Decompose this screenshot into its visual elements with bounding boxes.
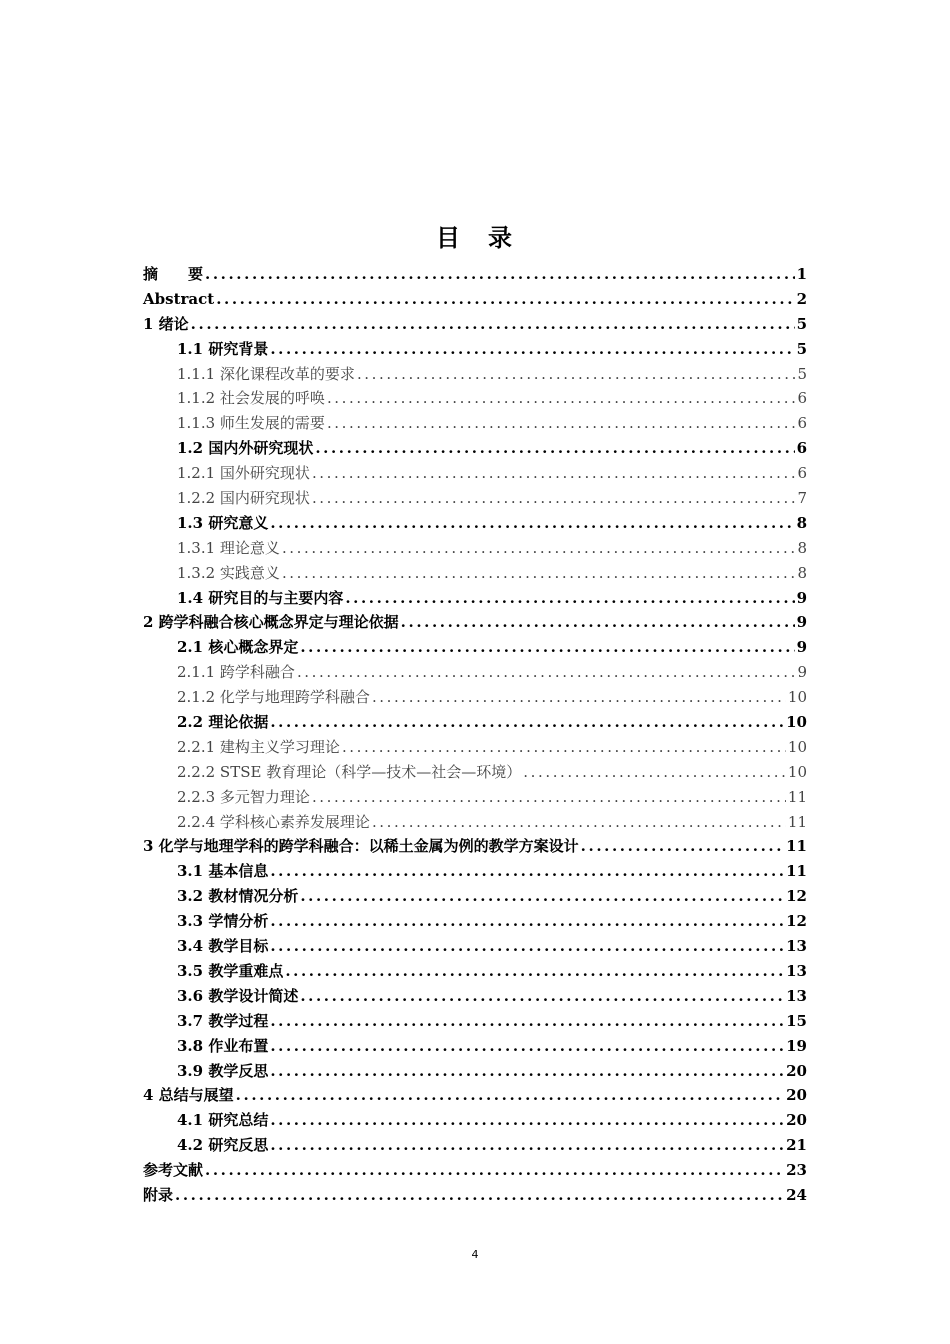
toc-entry-label: 摘 要 — [143, 265, 204, 283]
toc-entry[interactable] — [143, 511, 807, 536]
dot-leader — [327, 411, 796, 436]
toc-entry[interactable] — [143, 984, 807, 1009]
toc-entry-page: 24 — [786, 1185, 807, 1204]
dot-leader — [270, 934, 784, 959]
toc-entry-page: 10 — [787, 688, 807, 707]
toc-entry[interactable] — [143, 386, 807, 411]
toc-entry[interactable] — [143, 262, 807, 287]
dot-leader — [270, 1108, 784, 1133]
toc-entry[interactable] — [143, 610, 807, 635]
toc-entry-page: 10 — [787, 762, 807, 781]
toc-entry[interactable] — [143, 287, 807, 312]
toc-entry-label: 2.2 理论依据 — [177, 713, 269, 732]
toc-entry[interactable] — [143, 1034, 807, 1059]
toc-entry-label: 2.1.2 化学与地理跨学科融合 — [177, 688, 370, 707]
table-of-contents — [143, 262, 807, 1208]
toc-entry-label: 2.2.3 多元智力理论 — [177, 787, 310, 806]
toc-title: 目 录 — [436, 224, 514, 252]
dot-leader — [236, 1083, 784, 1108]
toc-entry-label: 2.2.4 学科核心素养发展理论 — [177, 812, 370, 831]
toc-entry-page: 13 — [786, 961, 807, 980]
dot-leader — [297, 660, 796, 685]
dot-leader — [300, 884, 784, 909]
toc-entry-page: 23 — [786, 1161, 807, 1180]
toc-entry[interactable] — [143, 810, 807, 835]
dot-leader — [205, 1158, 784, 1183]
dot-leader — [270, 710, 784, 735]
toc-entry-page: 15 — [786, 1011, 807, 1030]
toc-entry[interactable] — [143, 1183, 807, 1208]
toc-entry-page: 9 — [796, 588, 807, 607]
toc-entry-page: 11 — [786, 837, 807, 856]
dot-leader — [327, 386, 796, 411]
toc-entry-label: 2.2.2 STSE 教育理论（科学—技术—社会—环境） — [177, 762, 522, 781]
toc-entry-page: 19 — [786, 1036, 807, 1055]
toc-entry-label: 3.1 基本信息 — [177, 862, 269, 881]
dot-leader — [372, 810, 786, 835]
toc-entry-label: 1.2.1 国外研究现状 — [177, 464, 310, 483]
toc-entry-label: 1.1.3 师生发展的需要 — [177, 414, 325, 433]
dot-leader — [312, 486, 796, 511]
toc-entry-page: 21 — [786, 1136, 807, 1155]
toc-entry-label: 3.8 作业布置 — [177, 1036, 269, 1055]
toc-entry[interactable] — [143, 561, 807, 586]
dot-leader — [342, 735, 786, 760]
dot-leader — [300, 635, 794, 660]
dot-leader — [282, 536, 796, 561]
toc-entry[interactable] — [143, 959, 807, 984]
toc-entry-label: 1 绪论 — [143, 314, 189, 333]
toc-entry-label: 1.4 研究目的与主要内容 — [177, 588, 344, 607]
toc-entry-page: 13 — [786, 937, 807, 956]
toc-entry[interactable] — [143, 1009, 807, 1034]
dot-leader — [345, 586, 794, 611]
dot-leader — [191, 312, 795, 337]
toc-entry-page: 6 — [797, 464, 807, 483]
toc-entry-label: 3.2 教材情况分析 — [177, 887, 299, 906]
toc-entry-page: 1 — [796, 265, 807, 283]
toc-entry-page: 5 — [796, 314, 807, 333]
dot-leader — [270, 1133, 784, 1158]
toc-entry-page: 11 — [787, 787, 807, 806]
toc-entry-page: 8 — [796, 513, 807, 532]
toc-entry-page: 9 — [796, 613, 807, 632]
dot-leader — [300, 984, 784, 1009]
toc-entry-label: 3.5 教学重难点 — [177, 961, 284, 980]
toc-entry-page: 20 — [786, 1086, 807, 1105]
toc-entry[interactable] — [143, 1158, 807, 1183]
dot-leader — [581, 834, 784, 859]
toc-entry[interactable] — [143, 635, 807, 660]
toc-entry-label: 4 总结与展望 — [143, 1086, 234, 1105]
toc-entry-page: 6 — [797, 389, 807, 408]
toc-entry-page: 13 — [786, 986, 807, 1005]
toc-entry[interactable] — [143, 337, 807, 362]
toc-entry[interactable] — [143, 1059, 807, 1084]
toc-entry-label: 3 化学与地理学科的跨学科融合：以稀土金属为例的教学方案设计 — [143, 837, 579, 856]
toc-entry[interactable] — [143, 486, 807, 511]
toc-entry-label: 3.6 教学设计简述 — [177, 986, 299, 1005]
toc-entry[interactable] — [143, 536, 807, 561]
toc-entry[interactable] — [143, 934, 807, 959]
toc-entry[interactable] — [143, 760, 807, 785]
dot-leader — [270, 1009, 784, 1034]
dot-leader — [270, 337, 794, 362]
toc-entry-page: 7 — [797, 489, 807, 508]
toc-entry[interactable] — [143, 362, 807, 387]
toc-entry-label: Abstract — [143, 289, 215, 308]
toc-entry-label: 1.1.1 深化课程改革的要求 — [177, 364, 355, 383]
toc-entry-label: 1.2 国内外研究现状 — [177, 439, 314, 458]
toc-entry-label: 4.2 研究反思 — [177, 1136, 269, 1155]
toc-entry[interactable] — [143, 735, 807, 760]
toc-entry-page: 11 — [787, 812, 807, 831]
toc-entry-label: 参考文献 — [143, 1161, 204, 1180]
toc-entry-label: 4.1 研究总结 — [177, 1111, 269, 1130]
dot-leader — [270, 1059, 784, 1084]
toc-entry-label: 1.2.2 国内研究现状 — [177, 489, 310, 508]
toc-entry-label: 2 跨学科融合核心概念界定与理论依据 — [143, 613, 399, 632]
toc-entry-page: 12 — [786, 887, 807, 906]
toc-entry[interactable] — [143, 312, 807, 337]
toc-entry[interactable] — [143, 685, 807, 710]
toc-entry-page: 9 — [797, 663, 807, 682]
toc-entry[interactable] — [143, 586, 807, 611]
toc-entry-page: 10 — [787, 737, 807, 756]
toc-entry[interactable] — [143, 1133, 807, 1158]
toc-entry-page: 12 — [786, 912, 807, 931]
page-number: 4 — [471, 1248, 479, 1261]
toc-entry-label: 2.2.1 建构主义学习理论 — [177, 737, 340, 756]
toc-entry-label: 附录 — [143, 1185, 174, 1204]
toc-entry-label: 2.1.1 跨学科融合 — [177, 663, 295, 682]
dot-leader — [315, 436, 794, 461]
toc-entry[interactable] — [143, 909, 807, 934]
toc-entry[interactable] — [143, 785, 807, 810]
toc-entry-label: 3.4 教学目标 — [177, 937, 269, 956]
toc-entry-label: 1.3.1 理论意义 — [177, 538, 280, 557]
dot-leader — [523, 760, 786, 785]
toc-entry-page: 20 — [786, 1111, 807, 1130]
toc-entry-page: 6 — [796, 439, 807, 458]
toc-entry[interactable] — [143, 834, 807, 859]
toc-entry[interactable] — [143, 1108, 807, 1133]
dot-leader — [270, 1034, 784, 1059]
toc-entry-page: 5 — [796, 339, 807, 358]
toc-entry-label: 1.1.2 社会发展的呼唤 — [177, 389, 325, 408]
toc-entry[interactable] — [143, 411, 807, 436]
toc-entry-label: 3.7 教学过程 — [177, 1011, 269, 1030]
toc-entry[interactable] — [143, 436, 807, 461]
toc-entry-page: 8 — [797, 538, 807, 557]
toc-entry-page: 20 — [786, 1061, 807, 1080]
toc-entry[interactable] — [143, 884, 807, 909]
dot-leader — [357, 362, 796, 387]
toc-entry-page: 9 — [796, 638, 807, 657]
dot-leader — [205, 262, 795, 287]
toc-entry-page: 11 — [786, 862, 807, 881]
dot-leader — [312, 785, 786, 810]
dot-leader — [282, 561, 796, 586]
dot-leader — [216, 287, 794, 312]
toc-entry-page: 6 — [797, 414, 807, 433]
dot-leader — [401, 610, 795, 635]
toc-entry-label: 3.9 教学反思 — [177, 1061, 269, 1080]
toc-entry-label: 1.1 研究背景 — [177, 339, 269, 358]
toc-entry-label: 3.3 学情分析 — [177, 912, 269, 931]
toc-entry-page: 8 — [797, 563, 807, 582]
dot-leader — [270, 511, 794, 536]
dot-leader — [270, 909, 784, 934]
toc-entry[interactable] — [143, 710, 807, 735]
toc-entry[interactable] — [143, 461, 807, 486]
toc-entry[interactable] — [143, 660, 807, 685]
dot-leader — [270, 859, 784, 884]
toc-entry[interactable] — [143, 859, 807, 884]
dot-leader — [175, 1183, 784, 1208]
toc-entry-page: 2 — [796, 289, 807, 308]
toc-entry-label: 1.3.2 实践意义 — [177, 563, 280, 582]
toc-entry-label: 1.3 研究意义 — [177, 513, 269, 532]
dot-leader — [285, 959, 784, 984]
dot-leader — [312, 461, 796, 486]
dot-leader — [372, 685, 786, 710]
toc-entry-label: 2.1 核心概念界定 — [177, 638, 299, 657]
toc-entry-page: 10 — [786, 713, 807, 732]
toc-entry[interactable] — [143, 1083, 807, 1108]
toc-entry-page: 5 — [797, 364, 807, 383]
